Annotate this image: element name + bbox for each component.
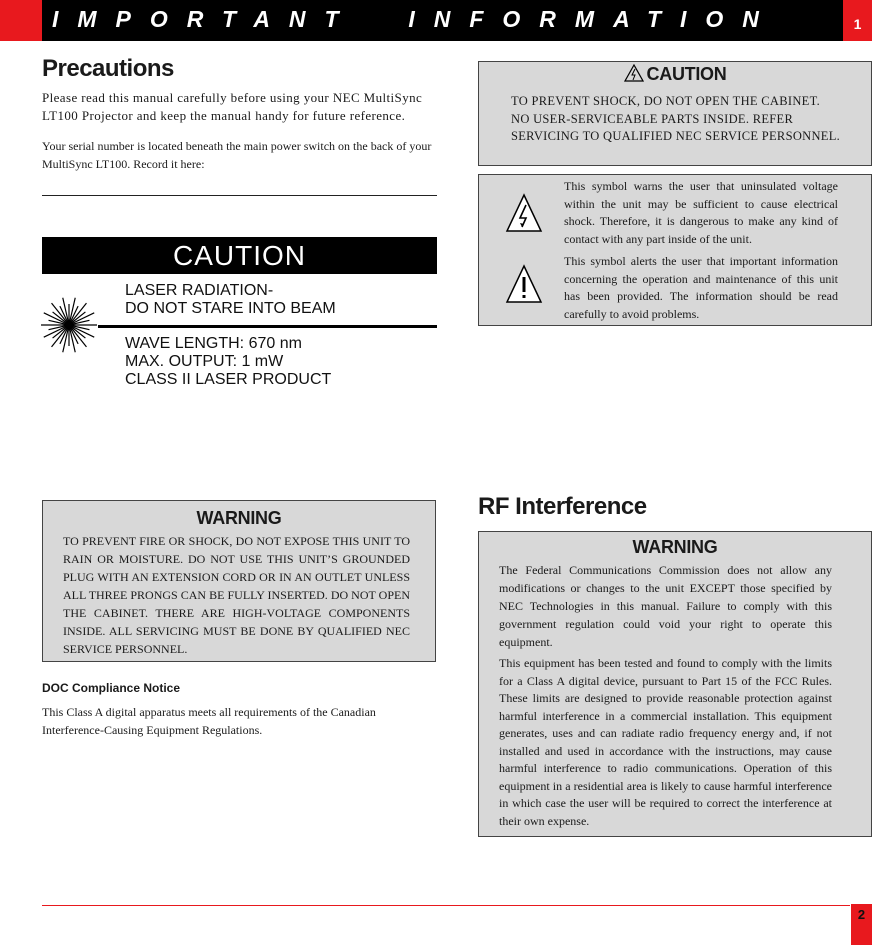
- laser-class: CLASS II LASER PRODUCT: [125, 371, 332, 388]
- precautions-paragraph: Please read this manual carefully before using your NEC MultiSync LT100 Projector and keep the manual handy for future reference.: [42, 90, 423, 123]
- fire-warning-text: TO PREVENT FIRE OR SHOCK, DO NOT EXPOSE THIS UNIT TO RAIN OR MOISTURE. DO NOT USE THIS UNIT’S GROUNDED PLUG WITH AN EXTENSION CORD OR IN AN OUTLET UNLESS ALL THREE PRONGS CAN BE FULLY INSERTED. DO NOT OPEN THE CABINET. THERE ARE HIGH-VOLTAGE COMPONENTS INSIDE. ALL SERVICING MUST BE DONE BY QUALIFIED NEC SERVICE PERSONNEL.: [63, 534, 410, 656]
- voltage-warning-icon: [624, 64, 644, 82]
- fire-warning-heading: WARNING: [196, 508, 282, 528]
- doc-compliance-title: DOC Compliance Notice: [42, 681, 181, 695]
- rf-warning-heading: WARNING: [632, 537, 718, 557]
- footer-page-number: 2: [857, 907, 866, 922]
- doc-compliance-text: This Class A digital apparatus meets all requirements of the Canadian Interference-Causing Equipment Regulations.: [42, 705, 376, 737]
- footer-line: [42, 905, 850, 906]
- precautions-title: Precautions: [42, 55, 174, 82]
- header-accent-left: [0, 0, 42, 41]
- rf-fcc-paragraph: The Federal Communications Commission does not allow any modifications or changes to the unit EXCEPT those specified by NEC Technologies in this manual. Failure to comply with this government regulation could void your right to operate this equipment.: [499, 563, 832, 649]
- shock-caution-heading: CAUTION: [646, 64, 727, 84]
- laser-stare-warning: DO NOT STARE INTO BEAM: [125, 300, 336, 317]
- rf-class-a-paragraph: This equipment has been tested and found to comply with the limits for a Class A digital device, pursuant to Part 15 of the FCC Rules. These limits are designed to provide reasonable protection against harmful interference in a commercial installation. This equipment generates, uses and can radiate radio frequency energy and, if not installed and used in accordance with the instructions, may cause harmful interference to radio communications. Operation of this equipment in a residential area is likely to cause harmful interference in which case the user will be required to correct the interference at their own expense.: [499, 656, 832, 828]
- serial-number-paragraph: Your serial number is located beneath the main power switch on the back of your MultiSync LT100. Record it here:: [42, 139, 432, 171]
- shock-caution-text: TO PREVENT SHOCK, DO NOT OPEN THE CABINET. NO USER-SERVICEABLE PARTS INSIDE. REFER SERVICING TO QUALIFIED NEC SERVICE PERSONNEL.: [511, 94, 841, 143]
- rf-interference-title: RF Interference: [478, 493, 647, 520]
- shock-caution-heading-row: [478, 64, 872, 85]
- laser-max-output: MAX. OUTPUT: 1 mW: [125, 353, 284, 370]
- laser-wave-length: WAVE LENGTH: 670 nm: [125, 335, 302, 352]
- laser-starburst-icon: [40, 296, 98, 354]
- laser-caution-heading: CAUTION: [42, 237, 437, 274]
- page-header-title: IMPORTANT INFORMATION: [52, 6, 778, 32]
- voltage-symbol-text: This symbol warns the user that uninsulated voltage within the unit may be sufficient to cause electrical shock. Therefore, it is dangerous to make any kind of contact with any part inside of the unit.: [564, 179, 838, 246]
- laser-radiation-label: LASER RADIATION-: [125, 282, 274, 299]
- serial-number-line: [42, 195, 437, 196]
- exclamation-triangle-icon: [505, 264, 543, 304]
- lightning-triangle-icon: [505, 193, 543, 233]
- header-page-number: 1: [853, 16, 862, 32]
- attention-symbol-text: This symbol alerts the user that important information concerning the operation and maintenance of this unit has been provided. The information should be read carefully to avoid problems.: [564, 254, 838, 321]
- laser-divider: [98, 325, 437, 328]
